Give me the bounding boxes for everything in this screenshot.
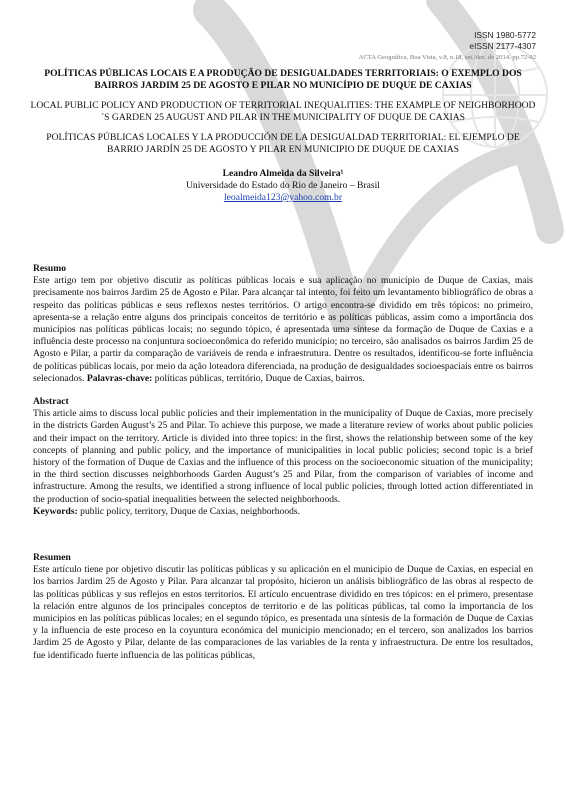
title-english: LOCAL PUBLIC POLICY AND PRODUCTION OF TERRITORIAL INEQUALITIES: THE EXAMPLE OF NEIGHBORHOOD´S GARDEN 25 AUGUST AND PILAR IN THE MUNICIPALITY OF DUQUE DE CAXIAS	[30, 100, 536, 123]
resumo-text: Este artigo tem por objetivo discutir as políticas públicas locais e sua aplicação no município de Duque de Caxias, mais precisamente nos bairros Jardim 25 de Agosto e Pilar. Para alcançar tal intento, foi feito um levantamento bibliográfico de obras a respeito das políticas públicas e seus reflexos nestes territórios. O artigo encontra-se dividido em três tópicos: no primeiro, apresenta-se a relação entre alguns dos principais conceitos de território e as políticas públicas, assim como a importância dos municípios nas políticas públicas locais; no segundo tópico, é apresentada uma síntese da formação de Duque de Caxias e a influência deste processo na conjuntura socioeconômica do referido município; no terceiro, são analisados os bairros Jardim 25 de Agosto e Pilar, a partir da comparação de variáveis de renda e infraestrutura. Dentre os resultados, identificou-se forte influência de políticas públicas locais, por meio da ação loteadora diferenciada, na produção de desigualdades socioespaciais entre os bairros selecionados.	[33, 275, 534, 384]
resumo-keywords-label: Palavras-chave:	[86, 372, 153, 384]
resumen-text: Este artículo tiene por objetivo discutir las políticas públicas y su aplicación en el municipio de Duque de Caxias, en especial en los barrios Jardim 25 de Agosto y Pilar. Para alcanzar tal propósito, hicieron un análisis bibliográfico de las obras al respecto de las políticas públicas y sus reflejos en estos territorios. El artículo encuentrase dividido en tres tópicos: en el primero, presentase la relación entre algunos de los principales conceptos de territorio e de las políticas públicas, tal como la importancia de los municipios en las políticas públicas locales; en el segundo tópico, es presentada una síntesis de la formación de Duque de Caxias y la influencia de este proceso en la coyuntura económica del municipio mencionado; en el tercero, son analizados los barrios Jardim 25 de Agosto y Pilar, delante de las comparaciones de las variables de la renta y infraestructura. De entre los resultados, fue identificado fuerte influencia de las políticas públicas,	[33, 564, 533, 661]
resumo-paragraph	[33, 275, 533, 385]
title-spanish: POLÍTICAS PÚBLICAS LOCALES Y LA PRODUCCIÓN DE LA DESIGUALDAD TERRITORIAL: EL EJEMPLO DE BARRIO JARDÍN 25 DE AGOSTO Y PILAR EN MUNICIPIO DE DUQUE DE CAXIAS	[46, 132, 520, 155]
abstracts	[33, 263, 533, 662]
abstract-keywords-label: Keywords:	[33, 505, 78, 517]
author-affiliation: Universidade do Estado do Rio de Janeiro – Brasil	[186, 180, 380, 191]
spacer	[33, 385, 533, 396]
journal-reference: ACTA Geográfica, Boa Vista, v.8, n.18, set./dez. de 2014. pp.72-92	[358, 54, 536, 61]
eissn: eISSN 2177-4307	[469, 40, 536, 51]
abstract-text: This article aims to discuss local public policies and their implementation in the municipality of Duque de Caxias, more precisely in the districts Garden August’s 25 and Pilar. To achieve this purpose, we made a literature review of works about public policies and their impact on the territory. Article is divided into three topics: in the first, shows the relationship between some of the key concepts of planning and public policy, and the importance of municipalities in local public policies; second topic is a brief history of the formation of Duque de Caxias and the influence of this process on the socioeconomic situation of the municipality; in the third section discusses neighborhoods Garden August’s 25 and Pilar, from the comparison of variables of income and infrastructure. Among the results, we identified a strong influence of local public policies, through lotted action differentiated in the production of socio-spatial inequalities between the selected neighborhoods.	[33, 408, 533, 505]
title-portuguese: POLÍTICAS PÚBLICAS LOCAIS E A PRODUÇÃO DE DESIGUALDADES TERRITORIAIS: O EXEMPLO DOS BAIRROS JARDIM 25 DE AGOSTO E PILAR NO MUNICÍPIO DE DUQUE DE CAXIAS	[44, 68, 522, 91]
abstract-heading: Abstract	[33, 396, 69, 408]
spacer	[33, 518, 533, 552]
abstract-keywords: public policy, territory, Duque de Caxias, neighborhoods.	[80, 505, 301, 517]
title-block	[30, 68, 536, 204]
author-name: Leandro Almeida da Silveira¹	[222, 168, 344, 179]
resumo-keywords: políticas públicas, território, Duque de Caxias, bairros.	[154, 372, 365, 384]
author-block	[30, 168, 536, 204]
issn-block	[469, 30, 536, 51]
abstract-keywords-line	[33, 506, 533, 518]
author-email-link[interactable]: leoalmeida123@yahoo.com.br	[223, 192, 343, 203]
resumen-heading: Resumen	[33, 552, 71, 564]
resumo-heading: Resumo	[33, 263, 67, 274]
issn: ISSN 1980-5772	[474, 30, 536, 40]
